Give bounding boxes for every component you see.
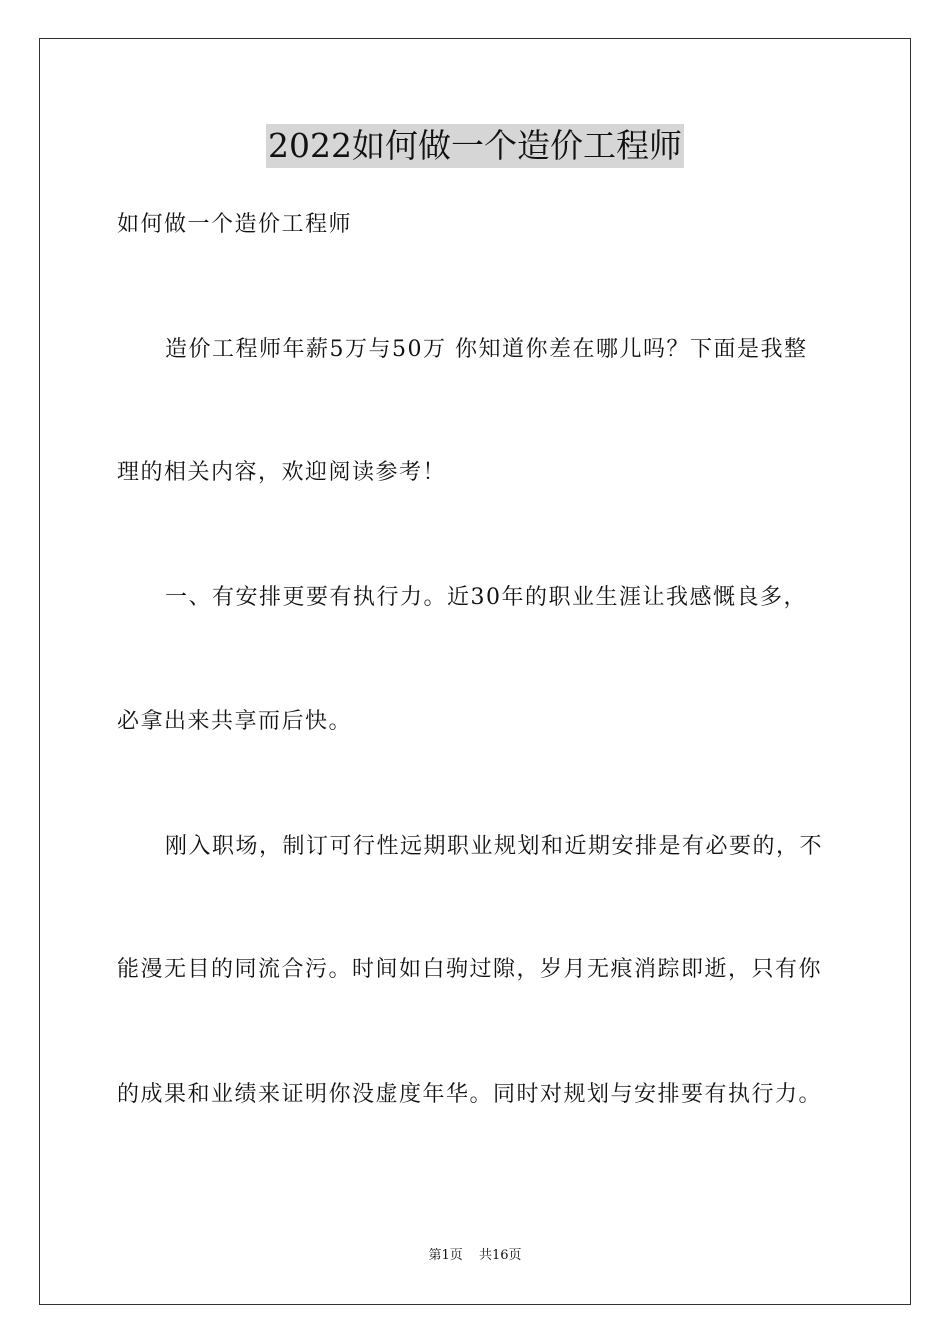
title-container	[0, 124, 950, 168]
paragraph-3-line-2: 能漫无目的同流合污。时间如白驹过隙，岁月无痕消踪即逝，只有你	[117, 957, 823, 982]
paragraph-3-line-3: 的成果和业绩来证明你没虚度年华。同时对规划与安排要有执行力。	[117, 1082, 823, 1107]
paragraph-2-line-1: 一、有安排更要有执行力。近30年的职业生涯让我感慨良多，	[165, 585, 807, 610]
paragraph-3-line-1: 刚入职场，制订可行性远期职业规划和近期安排是有必要的，不	[165, 834, 824, 859]
page-footer	[0, 1247, 950, 1265]
page-number: 第1页	[428, 1248, 463, 1263]
page-total: 共16页	[478, 1248, 522, 1263]
paragraph-2-line-2: 必拿出来共享而后快。	[117, 709, 353, 734]
document-subtitle: 如何做一个造价工程师	[117, 212, 353, 237]
document-title: 2022如何做一个造价工程师	[266, 124, 684, 168]
paragraph-1-line-1: 造价工程师年薪5万与50万 你知道你差在哪儿吗？下面是我整	[165, 337, 808, 362]
paragraph-1-line-2: 理的相关内容，欢迎阅读参考！	[117, 460, 447, 485]
